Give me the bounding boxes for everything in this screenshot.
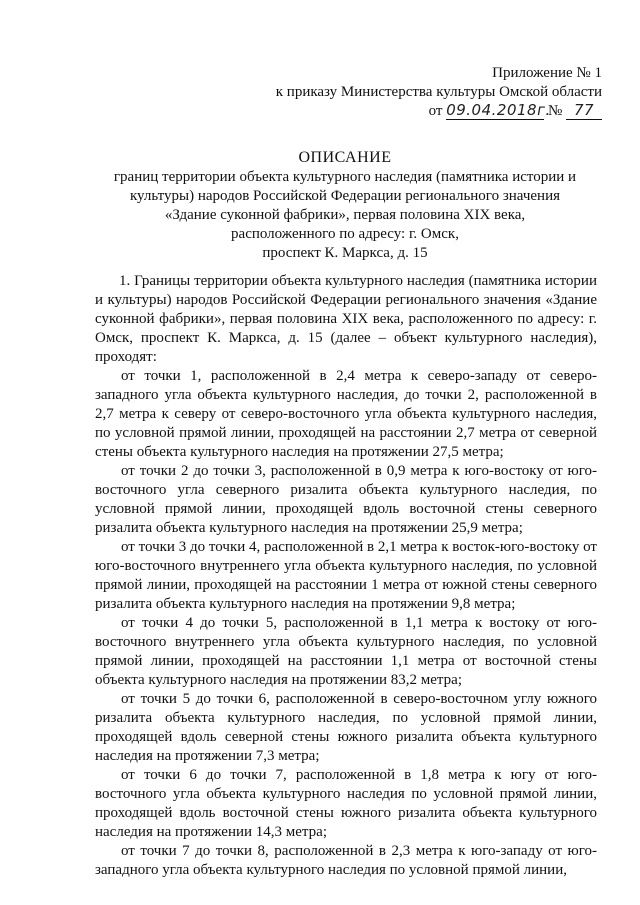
heading-line: проспект К. Маркса, д. 15 <box>262 245 428 261</box>
appendix-title: Приложение № 1 <box>492 65 602 81</box>
body-paragraph: от точки 6 до точки 7, расположенной в 1,8 метра к югу от юго-восточного угла объекта культурного наследия по условной прямой линии, проходящей вдоль восточной стены южного ризалита объекта культурного наследия на протяжении 14,3 метра; <box>95 767 597 840</box>
body-paragraph: от точки 5 до точки 6, расположенной в северо-восточном углу южного ризалита объекта культурного наследия, по условной прямой линии, проходящей вдоль северной стены южного ризалита объекта культурного наследия на протяжении 7,3 метра; <box>95 691 597 764</box>
document-heading <box>95 148 595 263</box>
number-prefix: № <box>547 103 563 119</box>
heading-line: «Здание суконной фабрики», первая половина XIX века, <box>164 207 526 223</box>
body-paragraph: от точки 7 до точки 8, расположенной в 2,3 метра к юго-западу от юго-западного угла объекта культурного наследия по условной прямой линии, <box>95 843 597 878</box>
date-value: 09.04.2018г. <box>446 101 551 119</box>
heading-line: расположенного по адресу: г. Омск, <box>231 226 459 242</box>
document-body <box>95 272 597 880</box>
appendix-block <box>276 64 602 121</box>
order-line: к приказу Министерства культуры Омской области <box>275 84 602 100</box>
date-number-line <box>276 102 602 121</box>
date-field <box>446 101 551 120</box>
document-title: ОПИСАНИЕ <box>298 149 392 166</box>
body-paragraph: от точки 3 до точки 4, расположенной в 2,1 метра к восток-юго-востоку от юго-восточного внутреннего угла объекта культурного наследия, по условной прямой линии, проходящей на расстоянии 1 метра от южной стены северного ризалита объекта культурного наследия на протяжении 9,8 метра; <box>95 539 597 612</box>
body-paragraph: от точки 1, расположенной в 2,4 метра к северо-западу от северо-западного угла объекта культурного наследия, до точки 2, расположенной в 2,7 метра к северу от северо-восточного угла объекта культурного наследия, по условной прямой линии, проходящей на расстоянии 2,7 метра от северной стены объекта культурного наследия на протяжении 27,5 метра; <box>95 368 597 460</box>
number-field <box>566 102 602 120</box>
body-paragraph: 1. Границы территории объекта культурного наследия (памятника истории и культуры) народов Российской Федерации регионального значения «Здание суконной фабрики», первая половина XIX века, расположенного по адресу: г. Омск, проспект К. Маркса, д. 15 (далее – объект культурного наследия), проходят: <box>95 273 597 365</box>
heading-line: границ территории объекта культурного наследия (памятника истории и <box>113 169 577 185</box>
date-prefix: от <box>428 103 443 119</box>
number-value: 77 <box>573 101 595 119</box>
body-paragraph: от точки 4 до точки 5, расположенной в 1,1 метра к востоку от юго-восточного внутреннего угла объекта культурного наследия, по условной прямой линии, проходящей на расстоянии 1,1 метра от восточной стены объекта культурного наследия на протяжении 83,2 метра; <box>95 615 597 688</box>
body-paragraph: от точки 2 до точки 3, расположенной в 0,9 метра к юго-востоку от юго-восточного угла северного ризалита объекта культурного наследия, по условной прямой линии, проходящей вдоль восточной стены северного ризалита объекта культурного наследия на протяжении 25,9 метра; <box>95 463 597 536</box>
heading-line: культуры) народов Российской Федерации регионального значения <box>129 188 561 204</box>
